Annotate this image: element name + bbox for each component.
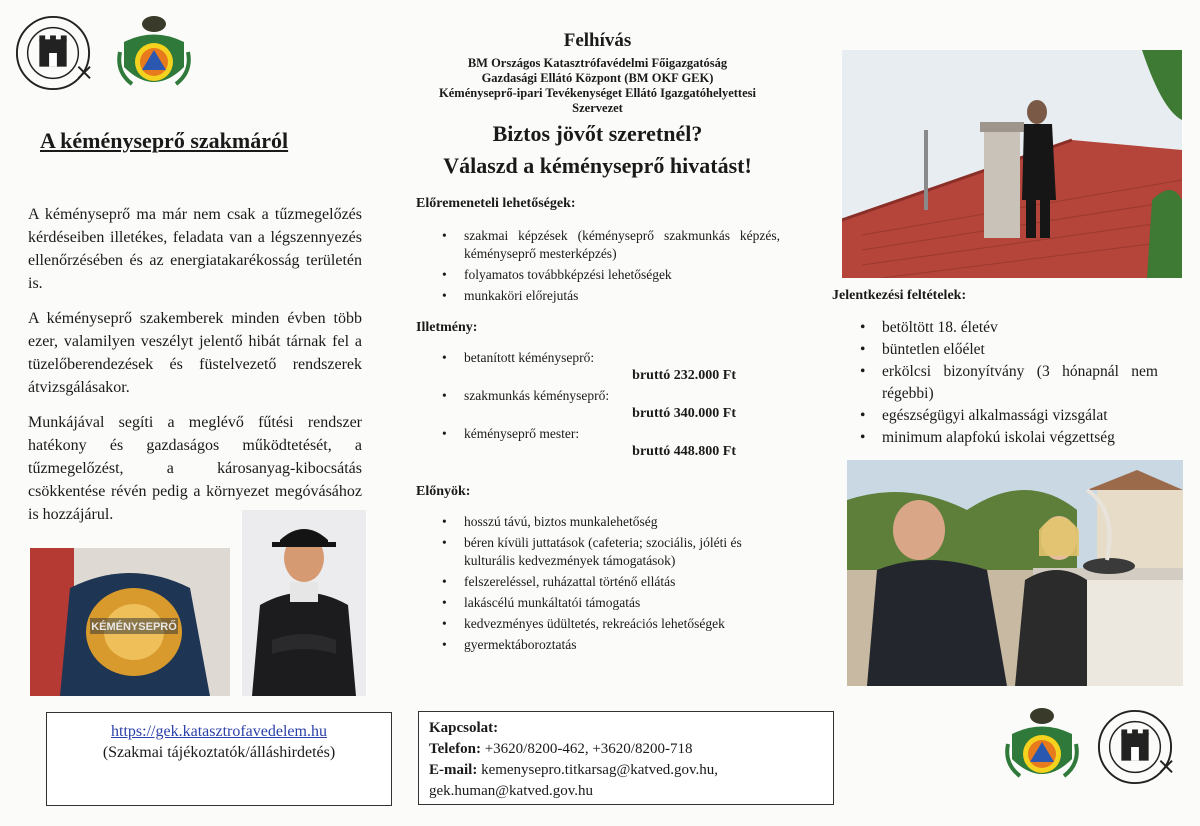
org-line-4: Szervezet	[572, 101, 623, 115]
left-paragraph-2: A kéményseprő szakemberek minden évben több ezer, valamilyen veszélyt jelentő hibát tárnak fel a tüzelőberendezések és füstelvezető rendszerek átvizsgálásakor.	[28, 310, 362, 396]
salary-item	[440, 387, 740, 423]
salary-role: • kéményseprő mester:	[464, 426, 580, 441]
tower-logo-icon	[14, 14, 92, 92]
left-description	[28, 203, 362, 538]
email-value-1[interactable]: kemenysepro.titkarsag@katved.gov.hu,	[481, 762, 719, 778]
salary-amount: bruttó 232.000 Ft	[632, 368, 736, 383]
slogan-line-1: Biztos jövőt szeretnél?	[492, 121, 703, 146]
list-item: • erkölcsi bizonyítvány (3 hónapnál nem régebbi)	[858, 361, 1158, 405]
benefits-title: Előnyök:	[416, 484, 471, 499]
website-link[interactable]: https://gek.katasztrofavedelem.hu	[111, 723, 327, 740]
website-box	[46, 712, 392, 806]
list-item: • egészségügyi alkalmassági vizsgálat	[858, 405, 1158, 427]
contact-title: Kapcsolat:	[429, 720, 499, 736]
rooftop-chimney-sweep-photo	[842, 50, 1182, 278]
left-paragraph-1: A kéményseprő ma már nem csak a tűzmegelőzés kérdéseiben illetékes, feladata van a légszennyezés ellenőrzésében és az energiatakarékosság területén is.	[28, 206, 362, 292]
tower-logo-icon	[1096, 708, 1174, 786]
phone-label: Telefon:	[429, 741, 481, 757]
list-item: • büntetlen előélet	[858, 339, 1158, 361]
slogan-line-2: Válaszd a kéményseprő hivatást!	[443, 153, 752, 178]
logo-tower-top-left	[14, 14, 92, 97]
advancement-list	[440, 227, 780, 305]
advancement-title: Előremeneteli lehetőségek:	[416, 196, 576, 211]
salary-list	[440, 349, 740, 461]
felhivas-heading: Felhívás	[563, 30, 632, 51]
list-item: • felszereléssel, ruházattal történő ellátás	[440, 573, 780, 591]
email-label: E-mail:	[429, 762, 478, 778]
list-item: • betöltött 18. életév	[858, 317, 1158, 339]
contact-box	[418, 711, 834, 805]
left-paragraph-3: Munkájával segíti a meglévő fűtési rendszer hatékony és gazdaságos működtetését, a tűzmegelőzést, a károsanyag-kibocsátás csökkentése révén pedig a környezet megóvásához is hozzájárul.	[28, 414, 362, 523]
salary-role: • betanított kéményseprő:	[464, 350, 595, 365]
requirements-list	[858, 317, 1158, 449]
list-item: • minimum alapfokú iskolai végzettség	[858, 427, 1158, 449]
jacket-back-photo	[30, 548, 230, 696]
salary-title: Illetmény:	[416, 320, 478, 335]
chimney-sweep-portrait-photo	[242, 510, 366, 696]
benefits-list	[440, 513, 780, 654]
salary-item	[440, 425, 740, 461]
org-line-2: Gazdasági Ellátó Központ (BM OKF GEK)	[481, 71, 714, 85]
list-item: • gyermektáboroztatás	[440, 636, 780, 654]
list-item: • szakmai képzések (kéményseprő szakmunkás képzés, kéményseprő mesterképzés)	[440, 227, 780, 263]
salary-amount: bruttó 340.000 Ft	[632, 406, 736, 421]
salary-item	[440, 349, 740, 385]
disaster-management-shield-icon	[114, 12, 194, 98]
list-item: • béren kívüli juttatások (cafeteria; szociális, jóléti és kulturális kedvezmények támogatások)	[440, 534, 780, 570]
logo-tower-bottom-right	[1096, 708, 1174, 791]
left-title: A kéményseprő szakmáról	[40, 128, 289, 153]
salary-amount: bruttó 448.800 Ft	[632, 444, 736, 459]
slogan	[410, 118, 785, 182]
email-value-2[interactable]: gek.human@katved.gov.hu	[429, 783, 594, 799]
list-item: • hosszú távú, biztos munkalehetőség	[440, 513, 780, 531]
logo-shield-bottom-right	[1002, 704, 1082, 795]
disaster-management-shield-icon	[1002, 704, 1082, 790]
chimney-inspection-photo	[847, 460, 1183, 686]
requirements-title: Jelentkezési feltételek:	[832, 288, 967, 303]
list-item: • folyamatos továbbképzési lehetőségek	[440, 266, 780, 284]
org-line-1: BM Országos Katasztrófavédelmi Főigazgatóság	[467, 56, 728, 70]
logo-shield-top-left	[114, 12, 194, 103]
contact-email	[429, 760, 823, 781]
salary-role: • szakmunkás kéményseprő:	[464, 388, 610, 403]
jacket-text: KÉMÉNYSEPRŐ	[91, 621, 177, 633]
list-item: • munkaköri előrejutás	[440, 287, 780, 305]
list-item: • lakáscélú munkáltatói támogatás	[440, 594, 780, 612]
phone-value[interactable]: +3620/8200-462, +3620/8200-718	[484, 741, 693, 757]
contact-phone	[429, 739, 823, 760]
org-line-3: Kéményseprő-ipari Tevékenységet Ellátó Igazgatóhelyettesi	[439, 86, 756, 100]
organization-name	[410, 56, 785, 116]
website-note: (Szakmai tájékoztatók/álláshirdetés)	[102, 744, 336, 761]
list-item: • kedvezményes üdültetés, rekreációs lehetőségek	[440, 615, 780, 633]
